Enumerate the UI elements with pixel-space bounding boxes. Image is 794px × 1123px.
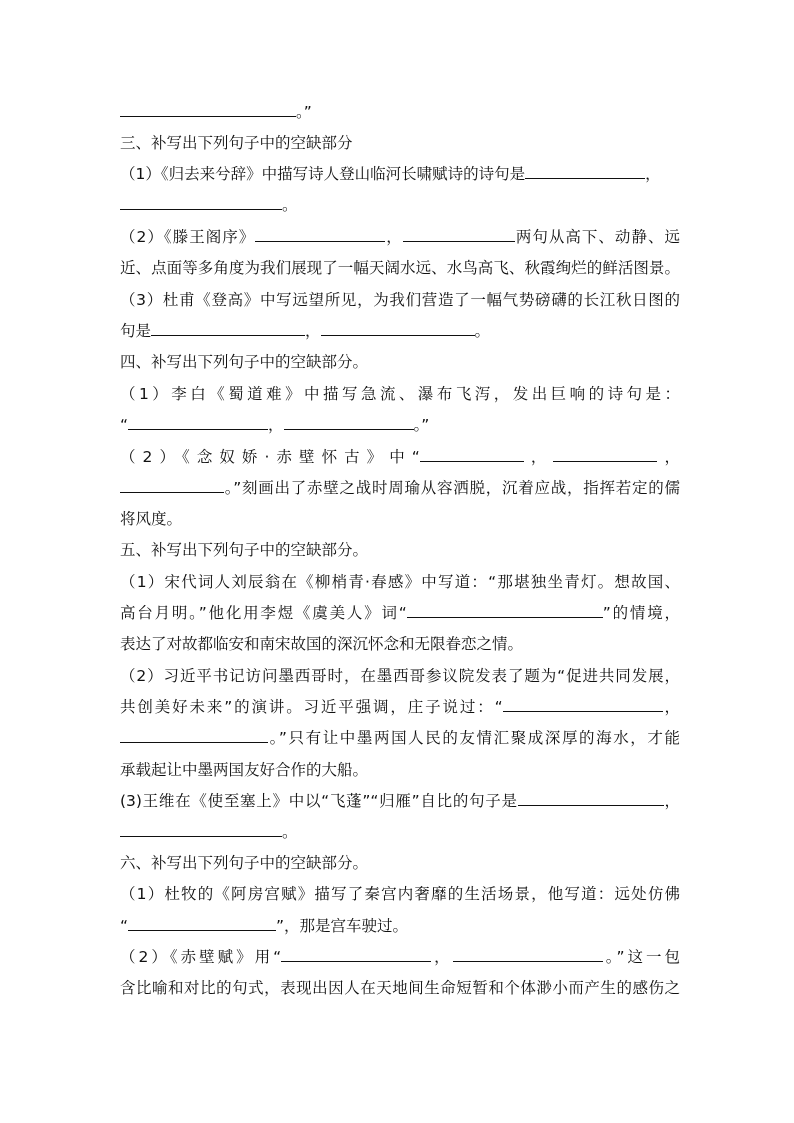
answer-blank[interactable] — [420, 447, 524, 462]
question-line: （1）杜牧的《阿房宫赋》描写了秦宫内奢靡的生活场景，他写道：远处仿佛 — [120, 885, 680, 903]
answer-blank[interactable] — [518, 791, 664, 806]
question-line: （1）《归去来兮辞》中描写诗人登山临河长啸赋诗的诗句是 ， — [120, 165, 661, 183]
answer-blank[interactable] — [503, 697, 663, 712]
answer-blank[interactable] — [120, 102, 296, 117]
answer-blank[interactable] — [151, 321, 305, 336]
question-line: （2）《滕王阁序》 ， 两句从高下、动静、远 — [120, 228, 680, 246]
answer-blank[interactable] — [128, 916, 276, 931]
answer-blank[interactable] — [128, 415, 268, 430]
text-line: 句是 ， 。 — [120, 322, 491, 340]
section-heading: 四、补写出下列句子中的空缺部分。 — [120, 353, 369, 371]
answer-blank[interactable] — [120, 728, 268, 743]
question-line: (3)王维在《使至塞上》中以“飞蓬”“归雁”自比的句子是 ， — [120, 792, 680, 810]
text-line: 。”刻画出了赤壁之战时周瑜从容洒脱，沉着应战，指挥若定的儒 — [120, 478, 680, 498]
text-line: 。 — [120, 822, 680, 842]
text-line: 承载起让中墨两国友好合作的大船。 — [120, 761, 369, 779]
text-line: 。” — [120, 102, 680, 122]
section-heading: 三、补写出下列句子中的空缺部分 — [120, 134, 353, 152]
question-line: （2）《赤壁赋》用“ ， 。”这一包 — [120, 948, 680, 966]
text-line: 共创美好未来”的演讲。习近平强调，庄子说过：“ ， — [120, 698, 680, 716]
answer-blank[interactable] — [281, 947, 431, 962]
answer-blank[interactable] — [255, 227, 385, 242]
text-line: “ ”，那是宫车驶过。 — [120, 917, 409, 935]
answer-blank[interactable] — [120, 822, 282, 837]
question-line: （3）杜甫《登高》中写远望所见，为我们营造了一幅气势磅礴的长江秋日图的 — [120, 291, 680, 309]
text-line: 高台月明。”他化用李煜《虞美人》词“ ”的情境， — [120, 604, 680, 622]
answer-blank[interactable] — [120, 195, 282, 210]
question-line: （2）《念奴娇·赤壁怀古》中“ ， ， — [120, 448, 680, 466]
answer-blank[interactable] — [525, 164, 645, 179]
answer-blank[interactable] — [407, 603, 603, 618]
answer-blank[interactable] — [120, 478, 224, 493]
section-heading: 六、补写出下列句子中的空缺部分。 — [120, 854, 369, 872]
answer-blank[interactable] — [453, 947, 603, 962]
question-line: （1）李白《蜀道难》中描写急流、瀑布飞泻，发出巨响的诗句是： — [120, 385, 680, 403]
text-line: 将风度。 — [120, 510, 183, 528]
text-line: 表达了对故都临安和南宋故国的深沉怀念和无限眷恋之情。 — [120, 635, 524, 653]
section-heading: 五、补写出下列句子中的空缺部分。 — [120, 541, 369, 559]
answer-blank[interactable] — [403, 227, 515, 242]
text-line: 。”只有让中墨两国人民的友情汇聚成深厚的海水，才能 — [120, 728, 680, 748]
answer-blank[interactable] — [284, 415, 414, 430]
text-line: 近、点面等多角度为我们展现了一幅天阔水远、水鸟高飞、秋霞绚烂的鲜活图景。 — [120, 259, 680, 277]
answer-blank[interactable] — [321, 321, 475, 336]
question-line: （2）习近平书记访问墨西哥时，在墨西哥参议院发表了题为“促进共同发展， — [120, 667, 680, 685]
question-line: （1）宋代词人刘辰翁在《柳梢青·春感》中写道：“那堪独坐青灯。想故国、 — [120, 573, 680, 591]
answer-blank[interactable] — [553, 447, 657, 462]
text-line: “ ， 。” — [120, 416, 430, 434]
text-line: 含比喻和对比的句式，表现出因人在天地间生命短暂和个体渺小而产生的感伤之 — [120, 979, 680, 997]
text-line: 。 — [120, 195, 680, 215]
